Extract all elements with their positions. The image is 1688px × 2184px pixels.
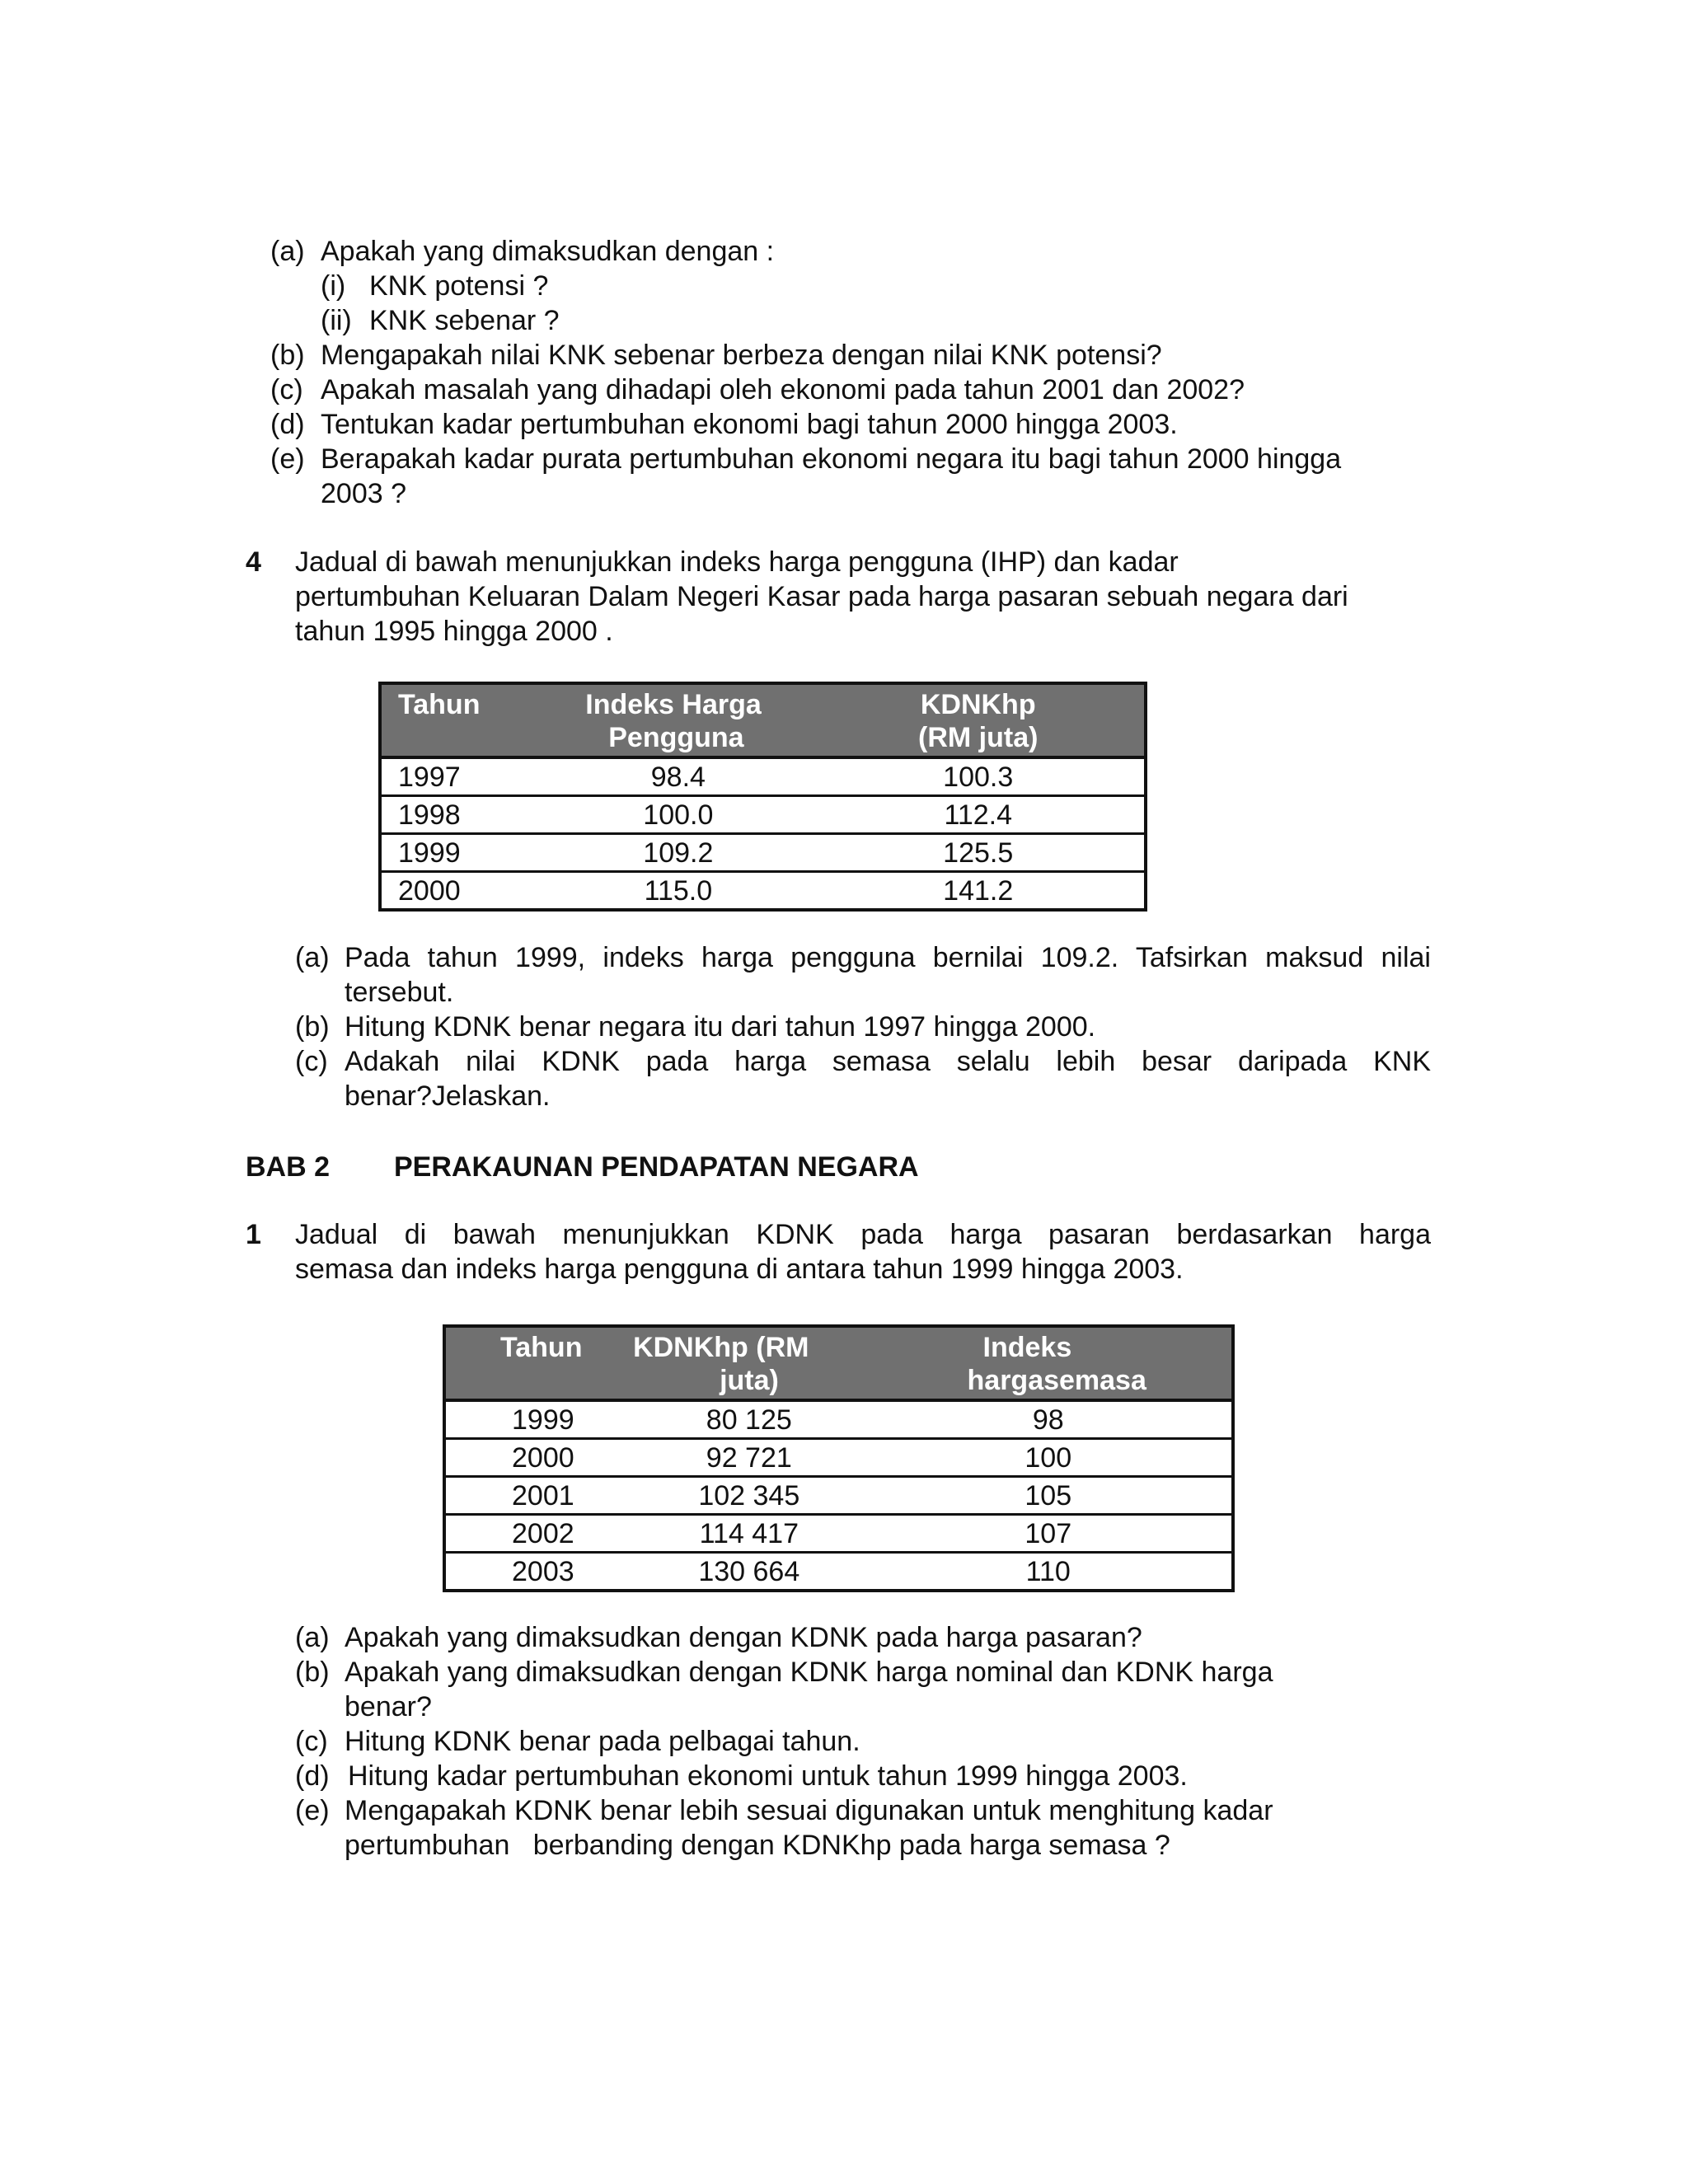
q3-part-c-text: Apakah masalah yang dihadapi oleh ekonomi pada tahun 2001 dan 2002? <box>321 374 1245 405</box>
header-tahun <box>380 683 544 757</box>
q3-part-a-i-text: KNK potensi ? <box>369 270 549 302</box>
q4-part-a-text: Pada tahun 1999, indeks harga pengguna bernilai 109.2. Tafsirkan maksud nilai <box>345 942 1431 973</box>
cell-indeks: 110 <box>865 1553 1233 1591</box>
header-line: hargasemasa <box>967 1365 1146 1396</box>
chapter-title: PERAKAUNAN PENDAPATAN NEGARA <box>394 1151 919 1183</box>
q3-part-a-label: (a) <box>270 236 305 267</box>
header-line: Pengguna <box>608 722 744 753</box>
header-indeks <box>865 1326 1233 1400</box>
header-line: Indeks Harga <box>585 689 762 720</box>
q4-part-b-label: (b) <box>295 1011 330 1043</box>
cell-indeks: 98 <box>1032 1404 1064 1436</box>
table-row <box>380 757 1146 796</box>
header-line: Tahun <box>500 1332 583 1363</box>
header-kdnkhp <box>812 683 1146 757</box>
table-row <box>444 1400 1233 1439</box>
q1-part-d-text: Hitung kadar pertumbuhan ekonomi untuk tahun 1999 hingga 2003. <box>348 1760 1188 1792</box>
cell-kdnkhp: 100.3 <box>943 762 1014 793</box>
header-indeks-harga <box>544 683 812 757</box>
header-kdnkhp <box>633 1326 865 1400</box>
q1-part-b-text: Apakah yang dimaksudkan dengan KDNK harga nominal dan KDNK harga <box>345 1657 1273 1688</box>
q4-intro-line-2: pertumbuhan Keluaran Dalam Negeri Kasar pada harga pasaran sebuah negara dari <box>295 581 1348 612</box>
cell-kdnkhp: 125.5 <box>812 834 1146 872</box>
header-line: KDNKhp <box>920 689 1036 720</box>
q1-part-a-text: Apakah yang dimaksudkan dengan KDNK pada harga pasaran? <box>345 1622 1142 1653</box>
q3-part-c-label: (c) <box>270 374 303 405</box>
cell-year: 2000 <box>380 872 544 911</box>
cell-kdnkhp: 130 664 <box>633 1553 865 1591</box>
header-line: Tahun <box>398 689 481 720</box>
q4-intro-line-3: tahun 1995 hingga 2000 . <box>295 616 613 647</box>
q1-part-c-text: Hitung KDNK benar pada pelbagai tahun. <box>345 1726 860 1757</box>
table-row <box>444 1477 1233 1515</box>
cell-indeks: 107 <box>865 1515 1233 1553</box>
cell-year: 1999 <box>512 1404 574 1436</box>
q3-part-e-text-cont: 2003 ? <box>321 478 406 509</box>
q1-part-b-text-cont: benar? <box>345 1691 432 1722</box>
cell-year: 1997 <box>398 762 461 793</box>
q1-intro-line-2: semasa dan indeks harga pengguna di antara tahun 1999 hingga 2003. <box>295 1254 1184 1285</box>
q4-intro-line-1: Jadual di bawah menunjukkan indeks harga pengguna (IHP) dan kadar <box>295 546 1179 578</box>
header-line: KDNKhp (RM <box>633 1332 809 1363</box>
cell-year: 2001 <box>444 1477 633 1515</box>
question-number: 1 <box>246 1219 261 1250</box>
q3-part-e-text: Berapakah kadar purata pertumbuhan ekonomi negara itu bagi tahun 2000 hingga <box>321 443 1342 475</box>
q3-part-d-label: (d) <box>270 409 305 440</box>
table-row <box>380 796 1146 834</box>
cell-kdnkhp: 141.2 <box>812 872 1146 911</box>
table-row <box>444 1553 1233 1591</box>
table-header-row <box>380 683 1146 757</box>
header-line: juta) <box>720 1365 779 1396</box>
q3-part-d-text: Tentukan kadar pertumbuhan ekonomi bagi tahun 2000 hingga 2003. <box>321 409 1178 440</box>
cell-indeks: 100 <box>865 1439 1233 1477</box>
q3-part-a-ii-text: KNK sebenar ? <box>369 305 560 336</box>
cell-year: 2002 <box>444 1515 633 1553</box>
q3-part-b-text: Mengapakah nilai KNK sebenar berbeza dengan nilai KNK potensi? <box>321 340 1162 371</box>
question-number: 4 <box>246 546 261 578</box>
cell-indeks: 105 <box>865 1477 1233 1515</box>
table-row <box>380 872 1146 911</box>
q4-part-c-text: Adakah nilai KDNK pada harga semasa selalu lebih besar daripada KNK <box>345 1046 1431 1077</box>
header-tahun <box>444 1326 633 1400</box>
q3-part-b-label: (b) <box>270 340 305 371</box>
q1-part-d-label: (d) <box>295 1760 330 1792</box>
q1-part-c-label: (c) <box>295 1726 328 1757</box>
cell-kdnkhp: 80 125 <box>706 1404 792 1436</box>
q1-part-e-label: (e) <box>295 1795 330 1826</box>
q1-part-e-text: Mengapakah KDNK benar lebih sesuai digunakan untuk menghitung kadar <box>345 1795 1273 1826</box>
table-header-row <box>444 1326 1233 1400</box>
q3-part-a-i-label: (i) <box>321 270 346 302</box>
cell-kdnkhp: 114 417 <box>633 1515 865 1553</box>
cell-kdnkhp: 92 721 <box>633 1439 865 1477</box>
cell-ihp: 100.0 <box>544 796 812 834</box>
q4-part-c-label: (c) <box>295 1046 328 1077</box>
cell-kdnkhp: 102 345 <box>633 1477 865 1515</box>
q4-part-a-label: (a) <box>295 942 330 973</box>
table-row <box>444 1515 1233 1553</box>
chapter-label: BAB 2 <box>246 1151 331 1183</box>
cell-ihp: 98.4 <box>650 762 706 793</box>
q4-part-c-text-cont: benar?Jelaskan. <box>345 1080 551 1112</box>
table-row <box>380 834 1146 872</box>
header-line: (RM juta) <box>918 722 1039 753</box>
cell-ihp: 109.2 <box>544 834 812 872</box>
header-line: Indeks <box>982 1332 1072 1363</box>
q3-part-e-label: (e) <box>270 443 305 475</box>
q1-part-e-text-cont: pertumbuhan berbanding dengan KDNKhp pada harga semasa ? <box>345 1830 1170 1861</box>
cell-year: 1998 <box>380 796 544 834</box>
cell-ihp: 115.0 <box>544 872 812 911</box>
q1-part-b-label: (b) <box>295 1657 330 1688</box>
q1-intro-line-1: Jadual di bawah menunjukkan KDNK pada harga pasaran berdasarkan harga <box>295 1219 1431 1250</box>
cell-year: 2003 <box>444 1553 633 1591</box>
cell-kdnkhp: 112.4 <box>812 796 1146 834</box>
q1-data-table <box>443 1324 1235 1592</box>
q3-part-a-text: Apakah yang dimaksudkan dengan : <box>321 236 775 267</box>
cell-year: 2000 <box>444 1439 633 1477</box>
q4-part-b-text: Hitung KDNK benar negara itu dari tahun 1997 hingga 2000. <box>345 1011 1096 1043</box>
q3-part-a-ii-label: (ii) <box>321 305 352 336</box>
q4-part-a-text-cont: tersebut. <box>345 977 454 1008</box>
table-row <box>444 1439 1233 1477</box>
q1-part-a-label: (a) <box>295 1622 330 1653</box>
cell-year: 1999 <box>380 834 544 872</box>
q4-data-table <box>378 682 1147 912</box>
